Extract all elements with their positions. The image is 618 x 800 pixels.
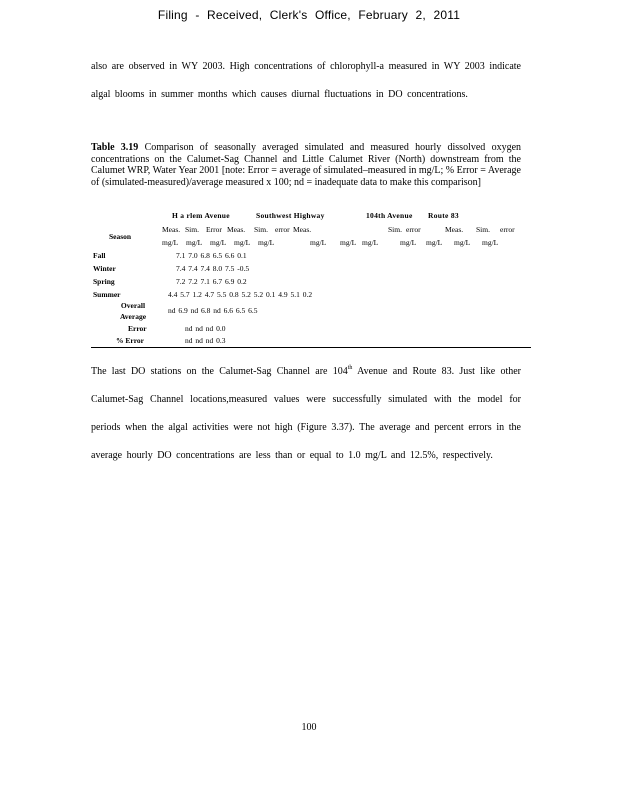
row-values-overall-average: nd 6.9 nd 6.8 nd 6.6 6.5 6.5: [168, 306, 258, 315]
row-values-error: nd nd nd 0.0: [185, 324, 226, 333]
location-104th: 104th Avenue: [366, 211, 413, 220]
row-label-overall-average: Overall Average: [119, 301, 147, 321]
row-label-winter: Winter: [93, 264, 116, 273]
row-label-fall: Fall: [93, 251, 106, 260]
row-values-percent-error: nd nd nd 0.3: [185, 336, 226, 345]
row-label-percent-error: % Error: [116, 336, 144, 345]
row-values-fall: 7.1 7.0 6.8 6.5 6.6 0.1: [176, 251, 247, 260]
season-header: Season: [109, 232, 132, 241]
table-caption: [91, 142, 521, 188]
row-values-spring: 7.2 7.2 7.1 6.7 6.9 0.2: [176, 277, 247, 286]
table-caption-text: Comparison of seasonally averaged simulated and measured hourly dissolved oxygen concentrations on the Calumet-Sag Channel and Little Calumet River (North) downstream from the Calumet WRP, Water Year 2001 [note: Error = average of simulated–measured in mg/L; % Error = Average of (simulated-measured)/average measured x 100; nd = inadequate data to make this comparison]: [91, 142, 522, 188]
row-values-summer: 4.4 5.7 1.2 4.7 5.5 0.8 5.2 5.2 0.1 4.9 5.1 0.2: [168, 290, 313, 299]
location-harlem: H a rlem Avenue: [172, 211, 230, 220]
row-label-summer: Summer: [93, 290, 121, 299]
row-label-error: Error: [128, 324, 147, 333]
filing-header: Filing - Received, Clerk's Office, February 2, 2011: [157, 8, 461, 22]
row-values-winter: 7.4 7.4 7.4 8.0 7.5 -0.5: [176, 264, 250, 273]
paragraph-intro: also are observed in WY 2003. High concentrations of chlorophyll-a measured in WY 2003 indicate algal blooms in summer months which causes diurnal fluctuations in DO concentrations.: [91, 61, 521, 100]
document-page: Filing - Received, Clerk's Office, February 2, 2011 also are observed in WY 2003. High concentrations of chlorophyll-a measured in WY 2003 indicate algal blooms in summer months which causes diurnal fluctuations in DO concentrations. Table 3.19 Comparison of seasonally averaged simulated and measured hourly dissolved oxygen concentrations on the Calumet-Sag Channel and Little Calumet River (North) downstream from the Calumet WRP, Water Year 2001 [note: Error = average of simulated–measured in mg/L; % Error = Average of (simulated-measured)/average measured x 100; nd = inadequate data to make this comparison] H a rlem Avenue Southwest Highway 104th Avenue Route 83 Season Meas. Sim. Error Meas. Sim. error Meas. Sim. error Meas. Sim. error mg/L mg/L mg/L mg/L mg/L mg/L mg/L mg/L mg/L mg/L mg/L mg/L Fall 7.1 7.0 6.8 6.5 6.6 0.1 Winter 7.4 7.4 7.4 8.0 7.5 -0.5 Spring 7.2 7.2 7.1 6.7 6.9 0.2 Summer 4.4 5.7 1.2 4.7 5.5 0.8 5.2 5.2 0.1 4.9 5.1 0.2 Overall Average nd 6.9 nd 6.8 nd 6.6 6.5 6.5 Error nd nd nd 0.0 % Error nd nd nd 0.3 The last DO stations on the Calumet-Sag Channel are 104th Avenue and Route 83. Just like other Calumet-Sag Channel locations,measured values were successfully simulated with the model for periods when the algal activities were not high (Figure 3.37). The average and percent errors in the average hourly DO concentrations are less than or equal to 1.0 mg/L and 12.5%, respectively. 100: [0, 0, 618, 800]
page-number: 100: [301, 722, 317, 733]
row-label-spring: Spring: [93, 277, 115, 286]
table-bottom-rule: [91, 347, 531, 348]
paragraph-conclusion: The last DO stations on the Calumet-Sag Channel are 104th Avenue and Route 83. Just like other Calumet-Sag Channel locations,measured values were successfully simulated with the model for periods when the algal activities were not high (Figure 3.37). The average and percent errors in the average hourly DO concentrations are less than or equal to 1.0 mg/L and 12.5%, respectively.: [91, 365, 521, 461]
table-caption-label: Table 3.19: [91, 142, 139, 153]
location-route83: Route 83: [428, 211, 459, 220]
location-southwest: Southwest Highway: [256, 211, 325, 220]
